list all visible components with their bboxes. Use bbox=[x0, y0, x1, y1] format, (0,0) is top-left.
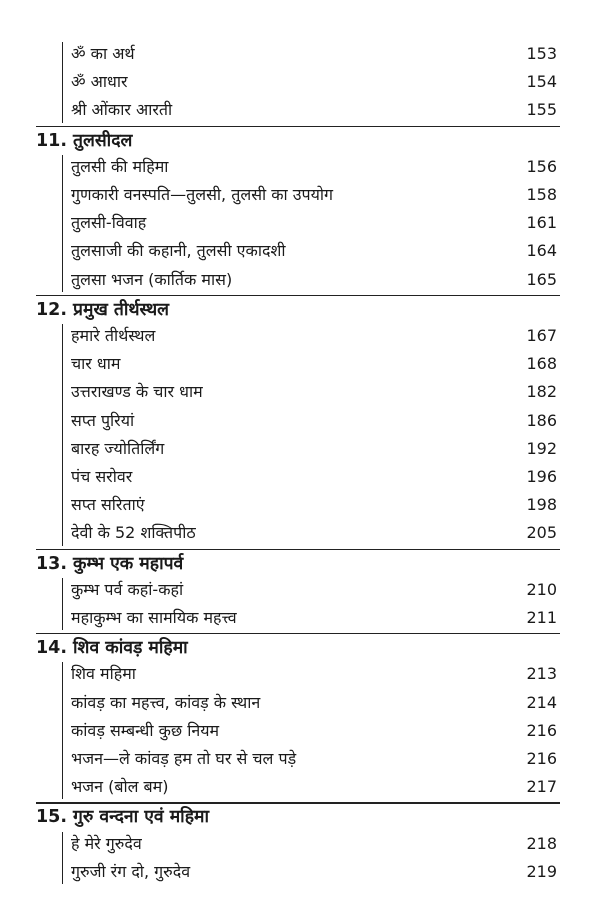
toc-entry bbox=[71, 660, 557, 688]
page-number: 217 bbox=[526, 777, 557, 797]
toc-entry bbox=[71, 604, 557, 632]
toc-entry bbox=[71, 322, 557, 350]
entry-title: भजन—ले कांवड़ हम तो घर से चल पड़े bbox=[71, 749, 297, 768]
page-number: 216 bbox=[526, 720, 557, 740]
entry-title: सप्त सरिताएं bbox=[71, 495, 145, 515]
toc-entry bbox=[71, 378, 557, 406]
entry-title: हे मेरे गुरुदेव bbox=[71, 833, 142, 853]
entry-title: शिव महिमा bbox=[71, 664, 136, 684]
toc-entry bbox=[71, 830, 557, 858]
chapter-number: 14. bbox=[36, 638, 68, 659]
entry-title: कुम्भ पर्व कहां-कहां bbox=[71, 579, 184, 599]
page-number: 186 bbox=[526, 410, 557, 430]
toc-entry bbox=[71, 407, 557, 435]
page-number: 196 bbox=[526, 467, 557, 486]
toc-entry bbox=[71, 745, 557, 773]
chapter-number: 12. bbox=[36, 299, 68, 320]
toc-entry bbox=[71, 717, 557, 745]
page-number: 156 bbox=[526, 156, 557, 176]
entry-title: उत्तराखण्ड के चार धाम bbox=[71, 382, 203, 402]
page-number: 214 bbox=[526, 692, 557, 712]
entry-title: तुलसाजी की कहानी, तुलसी एकादशी bbox=[71, 241, 286, 261]
entry-title: तुलसी की महिमा bbox=[71, 156, 169, 176]
toc-entry bbox=[71, 209, 557, 237]
indent-line bbox=[62, 324, 63, 546]
page-number: 211 bbox=[526, 608, 557, 627]
entry-title: चार धाम bbox=[71, 354, 121, 374]
page-number: 216 bbox=[526, 749, 557, 768]
entry-title: बारह ज्योतिर्लिंग bbox=[71, 438, 165, 458]
chapter-title: प्रमुख तीर्थस्थल bbox=[73, 299, 170, 320]
page-number: 192 bbox=[526, 438, 557, 458]
page-number: 198 bbox=[526, 495, 557, 515]
page-number: 205 bbox=[526, 523, 557, 543]
entry-title: भजन (बोल बम) bbox=[71, 777, 169, 797]
entry-title: ॐ आधार bbox=[71, 72, 128, 92]
page-number: 218 bbox=[526, 833, 557, 853]
chapter-heading bbox=[36, 550, 183, 578]
page-number: 182 bbox=[526, 382, 557, 402]
chapter-title: शिव कांवड़ महिमा bbox=[73, 638, 188, 659]
toc-entry bbox=[71, 576, 557, 604]
chapter-number: 15. bbox=[36, 807, 68, 828]
chapter-title: कुम्भ एक महापर्व bbox=[73, 553, 184, 574]
page-number: 168 bbox=[526, 354, 557, 374]
toc-entry bbox=[71, 96, 557, 124]
indent-line bbox=[62, 662, 63, 799]
entry-title: तुलसी-विवाह bbox=[71, 213, 147, 233]
toc-entry bbox=[71, 350, 557, 378]
entry-title: ॐ का अर्थ bbox=[71, 44, 135, 63]
toc-entry bbox=[71, 40, 557, 68]
chapter-title: तुलसीदल bbox=[73, 130, 133, 151]
entry-title: तुलसा भजन (कार्तिक मास) bbox=[71, 269, 233, 289]
page-number: 165 bbox=[526, 269, 557, 289]
page-number: 154 bbox=[526, 72, 557, 92]
page-number: 155 bbox=[526, 100, 557, 120]
toc-entry bbox=[71, 435, 557, 463]
toc-entry bbox=[71, 519, 557, 547]
toc-entry bbox=[71, 773, 557, 801]
page-number: 210 bbox=[526, 579, 557, 599]
page-number: 219 bbox=[526, 861, 557, 881]
entry-title: पंच सरोवर bbox=[71, 467, 133, 486]
chapter-number: 11. bbox=[36, 130, 68, 151]
indent-line bbox=[62, 832, 63, 884]
toc-entry bbox=[71, 689, 557, 717]
toc-entry bbox=[71, 181, 557, 209]
page-number: 164 bbox=[526, 241, 557, 261]
page-number: 158 bbox=[526, 185, 557, 204]
entry-title: कांवड़ का महत्त्व, कांवड़ के स्थान bbox=[71, 692, 261, 712]
entry-title: गुरुजी रंग दो, गुरुदेव bbox=[71, 861, 191, 881]
toc-entry bbox=[71, 858, 557, 886]
toc-entry bbox=[71, 463, 557, 491]
toc-entry bbox=[71, 237, 557, 265]
entry-title: हमारे तीर्थस्थल bbox=[71, 326, 156, 345]
chapter-heading bbox=[36, 634, 188, 662]
entry-title: कांवड़ सम्बन्धी कुछ नियम bbox=[71, 720, 220, 740]
chapter-title: गुरु वन्दना एवं महिमा bbox=[73, 807, 209, 828]
entry-title: श्री ओंकार आरती bbox=[71, 100, 173, 120]
toc-entry bbox=[71, 153, 557, 181]
page-number: 161 bbox=[526, 213, 557, 233]
indent-line bbox=[62, 42, 63, 123]
indent-line bbox=[62, 578, 63, 630]
entry-title: सप्त पुरियां bbox=[71, 410, 135, 430]
toc-entry bbox=[71, 68, 557, 96]
page-number: 167 bbox=[526, 326, 557, 345]
entry-title: महाकुम्भ का सामयिक महत्त्व bbox=[71, 608, 237, 627]
chapter-heading bbox=[36, 296, 169, 324]
indent-line bbox=[62, 155, 63, 292]
chapter-heading bbox=[36, 803, 209, 831]
chapter-number: 13. bbox=[36, 553, 68, 574]
chapter-heading bbox=[36, 127, 132, 155]
page-number: 153 bbox=[526, 44, 557, 63]
entry-title: गुणकारी वनस्पति—तुलसी, तुलसी का उपयोग bbox=[71, 185, 334, 204]
page-number: 213 bbox=[526, 664, 557, 684]
entry-title: देवी के 52 शक्तिपीठ bbox=[71, 523, 196, 543]
toc-entry bbox=[71, 266, 557, 294]
toc-entry bbox=[71, 491, 557, 519]
